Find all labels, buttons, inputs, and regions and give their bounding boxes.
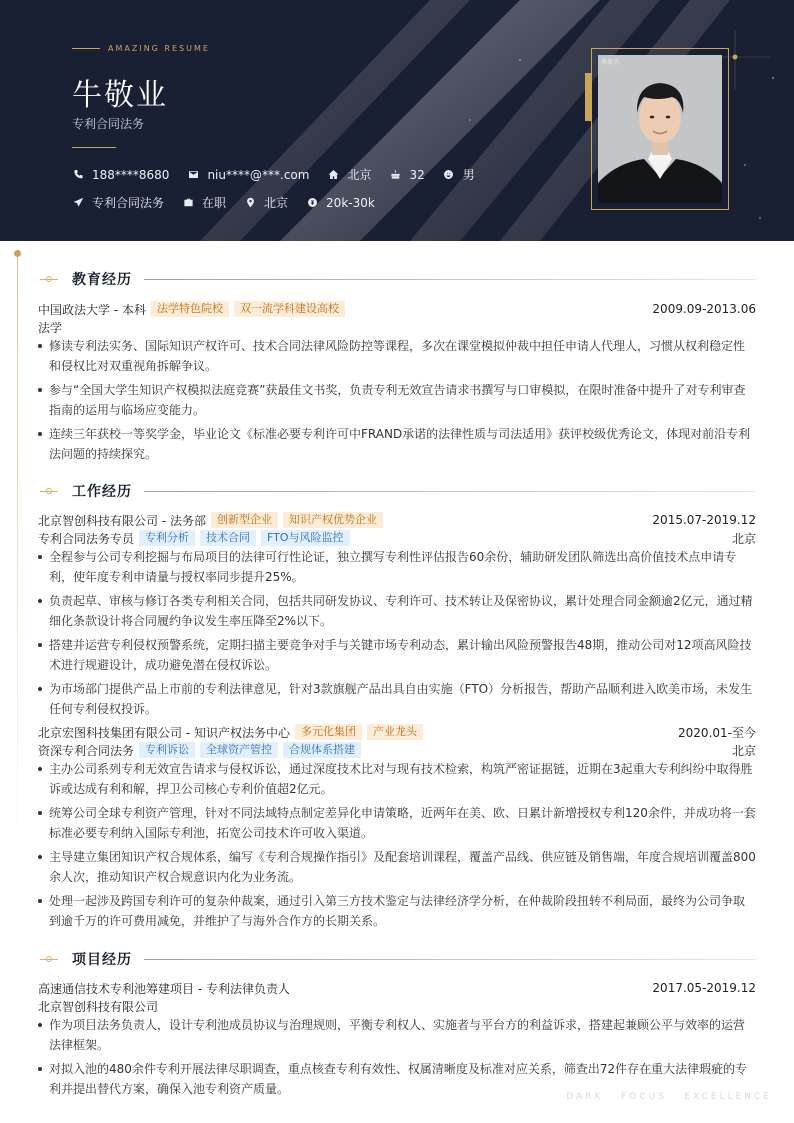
job-entry bbox=[38, 511, 756, 719]
section-title: 工作经历 bbox=[72, 484, 132, 500]
briefcase-icon bbox=[182, 197, 194, 209]
major-row bbox=[38, 318, 756, 336]
list-item: 作为项目法务负责人，设计专利池成员协议与治理规则，平衡专利权人、实施者与平台方的利益诉求，搭建起兼顾公平与效率的运营法律框架。 bbox=[38, 1015, 756, 1055]
list-item: 修读专利法实务、国际知识产权许可、技术合同法律风险防控等课程，多次在课堂模拟仲裁中担任申请人代理人，习惯从权利稳定性和侵权比对双重视角拆解争议。 bbox=[38, 336, 756, 376]
section-divider bbox=[144, 491, 756, 492]
resume-header bbox=[0, 0, 794, 241]
major: 法学 bbox=[38, 320, 63, 335]
status-text: 在职 bbox=[202, 196, 227, 210]
job-period: 2020.01-至今 bbox=[678, 725, 756, 740]
salary-item bbox=[306, 196, 375, 210]
skill-tag: 合规体系搭建 bbox=[283, 742, 361, 758]
section-title: 项目经历 bbox=[72, 952, 132, 968]
projects-section bbox=[38, 948, 756, 1103]
skill-tag: 专利分析 bbox=[139, 530, 195, 546]
company-tag: 多元化集团 bbox=[295, 724, 362, 740]
tagline: AMAZING RESUME bbox=[108, 44, 210, 53]
list-item: 主导建立集团知识产权合规体系，编写《专利合规操作指引》及配套培训课程，覆盖产品线、供应链及销售端，年度合规培训覆盖800余人次，推动知识产权合规意识内化为业务流。 bbox=[38, 847, 756, 887]
job-role-row bbox=[38, 741, 756, 759]
project-header bbox=[38, 979, 756, 997]
gender-text: 男 bbox=[462, 168, 475, 182]
age-item bbox=[389, 168, 424, 182]
work-header bbox=[38, 480, 756, 502]
skill-tag: 技术合同 bbox=[200, 530, 256, 546]
company-tag: 产业龙头 bbox=[367, 724, 423, 740]
intent-position-text: 专利合同法务 bbox=[92, 196, 165, 210]
intent-city-text: 北京 bbox=[264, 196, 289, 210]
mail-icon bbox=[187, 169, 199, 181]
list-item: 对拟入池的480余件专利开展法律尽职调查，重点核查专利有效性、权属清晰度及标准对应关系，筛查出72件存在重大法律瑕疵的专利并提出替代方案，确保入池专利资产质量。 bbox=[38, 1059, 756, 1099]
project-org-row bbox=[38, 997, 756, 1015]
city-item bbox=[327, 166, 371, 183]
job-role: 资深专利合同法务 bbox=[38, 743, 135, 758]
profile-photo bbox=[598, 55, 722, 203]
intent-city-item bbox=[244, 194, 288, 211]
phone-text: 188****8680 bbox=[92, 167, 170, 182]
gender-item bbox=[443, 166, 475, 183]
timeline-line bbox=[17, 250, 18, 870]
education-section bbox=[38, 268, 756, 468]
company-tag: 创新型企业 bbox=[211, 512, 278, 528]
education-header bbox=[38, 268, 756, 290]
job-entry bbox=[38, 723, 756, 931]
job-city: 北京 bbox=[731, 531, 756, 546]
list-item: 参与“全国大学生知识产权模拟法庭竞赛”获最佳文书奖，负责专利无效宣告请求书撰写与口审模拟，在限时准备中提升了对专利审查指南的运用与临场应变能力。 bbox=[38, 380, 756, 420]
section-divider bbox=[144, 959, 756, 960]
section-title: 教育经历 bbox=[72, 272, 132, 288]
skill-tag: 专利诉讼 bbox=[139, 742, 195, 758]
tagline-rule bbox=[72, 48, 100, 49]
salary-text: 20k-30k bbox=[326, 195, 375, 210]
list-item: 处理一起涉及跨国专利许可的复杂仲裁案，通过引入第三方技术鉴定与法律经济学分析，在仲裁阶段扭转不利局面，最终为公司争取到逾千万的许可费用减免，并维护了与海外合作方的长期关系。 bbox=[38, 891, 756, 931]
tagline-group bbox=[72, 44, 210, 53]
project-name: 高速通信技术专利池筹建项目 - 专利法律负责人 bbox=[38, 981, 290, 996]
job-city: 北京 bbox=[731, 743, 756, 758]
footer-watermark: DARK · FOCUS · EXCELLENCE bbox=[566, 1092, 772, 1102]
school-tag: 双一流学科建设高校 bbox=[234, 301, 345, 317]
project-period: 2017.05-2019.12 bbox=[652, 981, 756, 995]
education-entry-header bbox=[38, 300, 756, 318]
salary-icon bbox=[306, 197, 318, 209]
section-marker-icon bbox=[40, 485, 60, 497]
list-item: 搭建并运营专利侵权预警系统，定期扫描主要竞争对手与关键市场专利动态，累计输出风险预警报告48期，推动公司对12项高风险技术进行规避设计，成功避免潜在侵权诉讼。 bbox=[38, 635, 756, 675]
title-underline bbox=[72, 147, 116, 148]
list-item: 主办公司系列专利无效宣告请求与侵权诉讼，通过深度技术比对与现有技术检索，构筑严密证据链，近期在3起重大专利纠纷中取得胜诉或达成有利和解，捍卫公司核心专利价值超2亿元。 bbox=[38, 759, 756, 799]
phone-item bbox=[72, 168, 169, 182]
work-section bbox=[38, 480, 756, 935]
photo-watermark: 秀简历 bbox=[601, 59, 620, 66]
job-period: 2015.07-2019.12 bbox=[652, 513, 756, 527]
skill-tag: 全球资产管控 bbox=[200, 742, 278, 758]
skill-tag: FTO与风险监控 bbox=[261, 530, 350, 546]
contact-row bbox=[72, 166, 493, 183]
location-pin-icon bbox=[244, 197, 256, 209]
job-bullets bbox=[38, 759, 756, 931]
company-name: 北京宏图科技集团有限公司 - 知识产权法务中心 bbox=[38, 725, 290, 740]
list-item: 负责起草、审核与修订各类专利相关合同，包括共同研发协议、专利许可、技术转让及保密协议，累计处理合同金额逾2亿元，通过精细化条款设计将合同履约争议发生率压降至2%以下。 bbox=[38, 591, 756, 631]
section-marker-icon bbox=[40, 273, 60, 285]
status-item bbox=[182, 194, 226, 211]
photo-accent-tab bbox=[585, 73, 591, 121]
age-text: 32 bbox=[409, 167, 425, 182]
education-bullets bbox=[38, 336, 756, 464]
section-divider bbox=[144, 279, 756, 280]
projects-header bbox=[38, 948, 756, 970]
cake-icon bbox=[389, 169, 401, 181]
email-item bbox=[187, 168, 309, 182]
job-role-row bbox=[38, 529, 756, 547]
list-item: 为市场部门提供产品上市前的专利法律意见，针对3款旗舰产品出具自由实施（FTO）分析报告，帮助产品顺利进入欧美市场，未发生任何专利侵权投诉。 bbox=[38, 679, 756, 719]
school-name: 中国政法大学 - 本科 bbox=[38, 302, 146, 317]
candidate-title: 专利合同法务 bbox=[72, 117, 145, 131]
job-header bbox=[38, 511, 756, 529]
candidate-name: 牛敬业 bbox=[72, 78, 168, 113]
face-icon bbox=[443, 169, 455, 181]
list-item: 全程参与公司专利挖掘与布局项目的法律可行性论证，独立撰写专利性评估报告60余份，辅助研发团队筛选出高价值技术点申请专利，使年度专利申请量与授权率同步提升25%。 bbox=[38, 547, 756, 587]
job-bullets bbox=[38, 547, 756, 719]
email-text: niu****@***.com bbox=[207, 167, 310, 182]
project-bullets bbox=[38, 1015, 756, 1099]
list-item: 统筹公司全球专利资产管理，针对不同法域特点制定差异化申请策略，近两年在美、欧、日累计新增授权专利120余件，并成功将一套标准必要专利纳入国际专利池，拓宽公司技术许可收入渠道。 bbox=[38, 803, 756, 843]
send-icon bbox=[72, 197, 84, 209]
list-item: 连续三年获校一等奖学金，毕业论文《标准必要专利许可中FRAND承诺的法律性质与司法适用》获评校级优秀论文，体现对前沿专利法问题的持续探究。 bbox=[38, 424, 756, 464]
intent-position-item bbox=[72, 194, 164, 211]
job-role: 专利合同法务专员 bbox=[38, 531, 135, 546]
education-period: 2009.09-2013.06 bbox=[652, 302, 756, 316]
company-tag: 知识产权优势企业 bbox=[283, 512, 383, 528]
city-text: 北京 bbox=[347, 168, 372, 182]
avatar bbox=[598, 55, 722, 203]
job-header bbox=[38, 723, 756, 741]
job-intent-row bbox=[72, 194, 393, 211]
company-name: 北京智创科技有限公司 - 法务部 bbox=[38, 513, 206, 528]
project-org: 北京智创科技有限公司 bbox=[38, 999, 159, 1014]
section-marker-icon bbox=[40, 953, 60, 965]
school-tag: 法学特色院校 bbox=[151, 301, 229, 317]
phone-icon bbox=[72, 169, 84, 181]
home-icon bbox=[327, 169, 339, 181]
timeline-dot bbox=[14, 250, 21, 257]
